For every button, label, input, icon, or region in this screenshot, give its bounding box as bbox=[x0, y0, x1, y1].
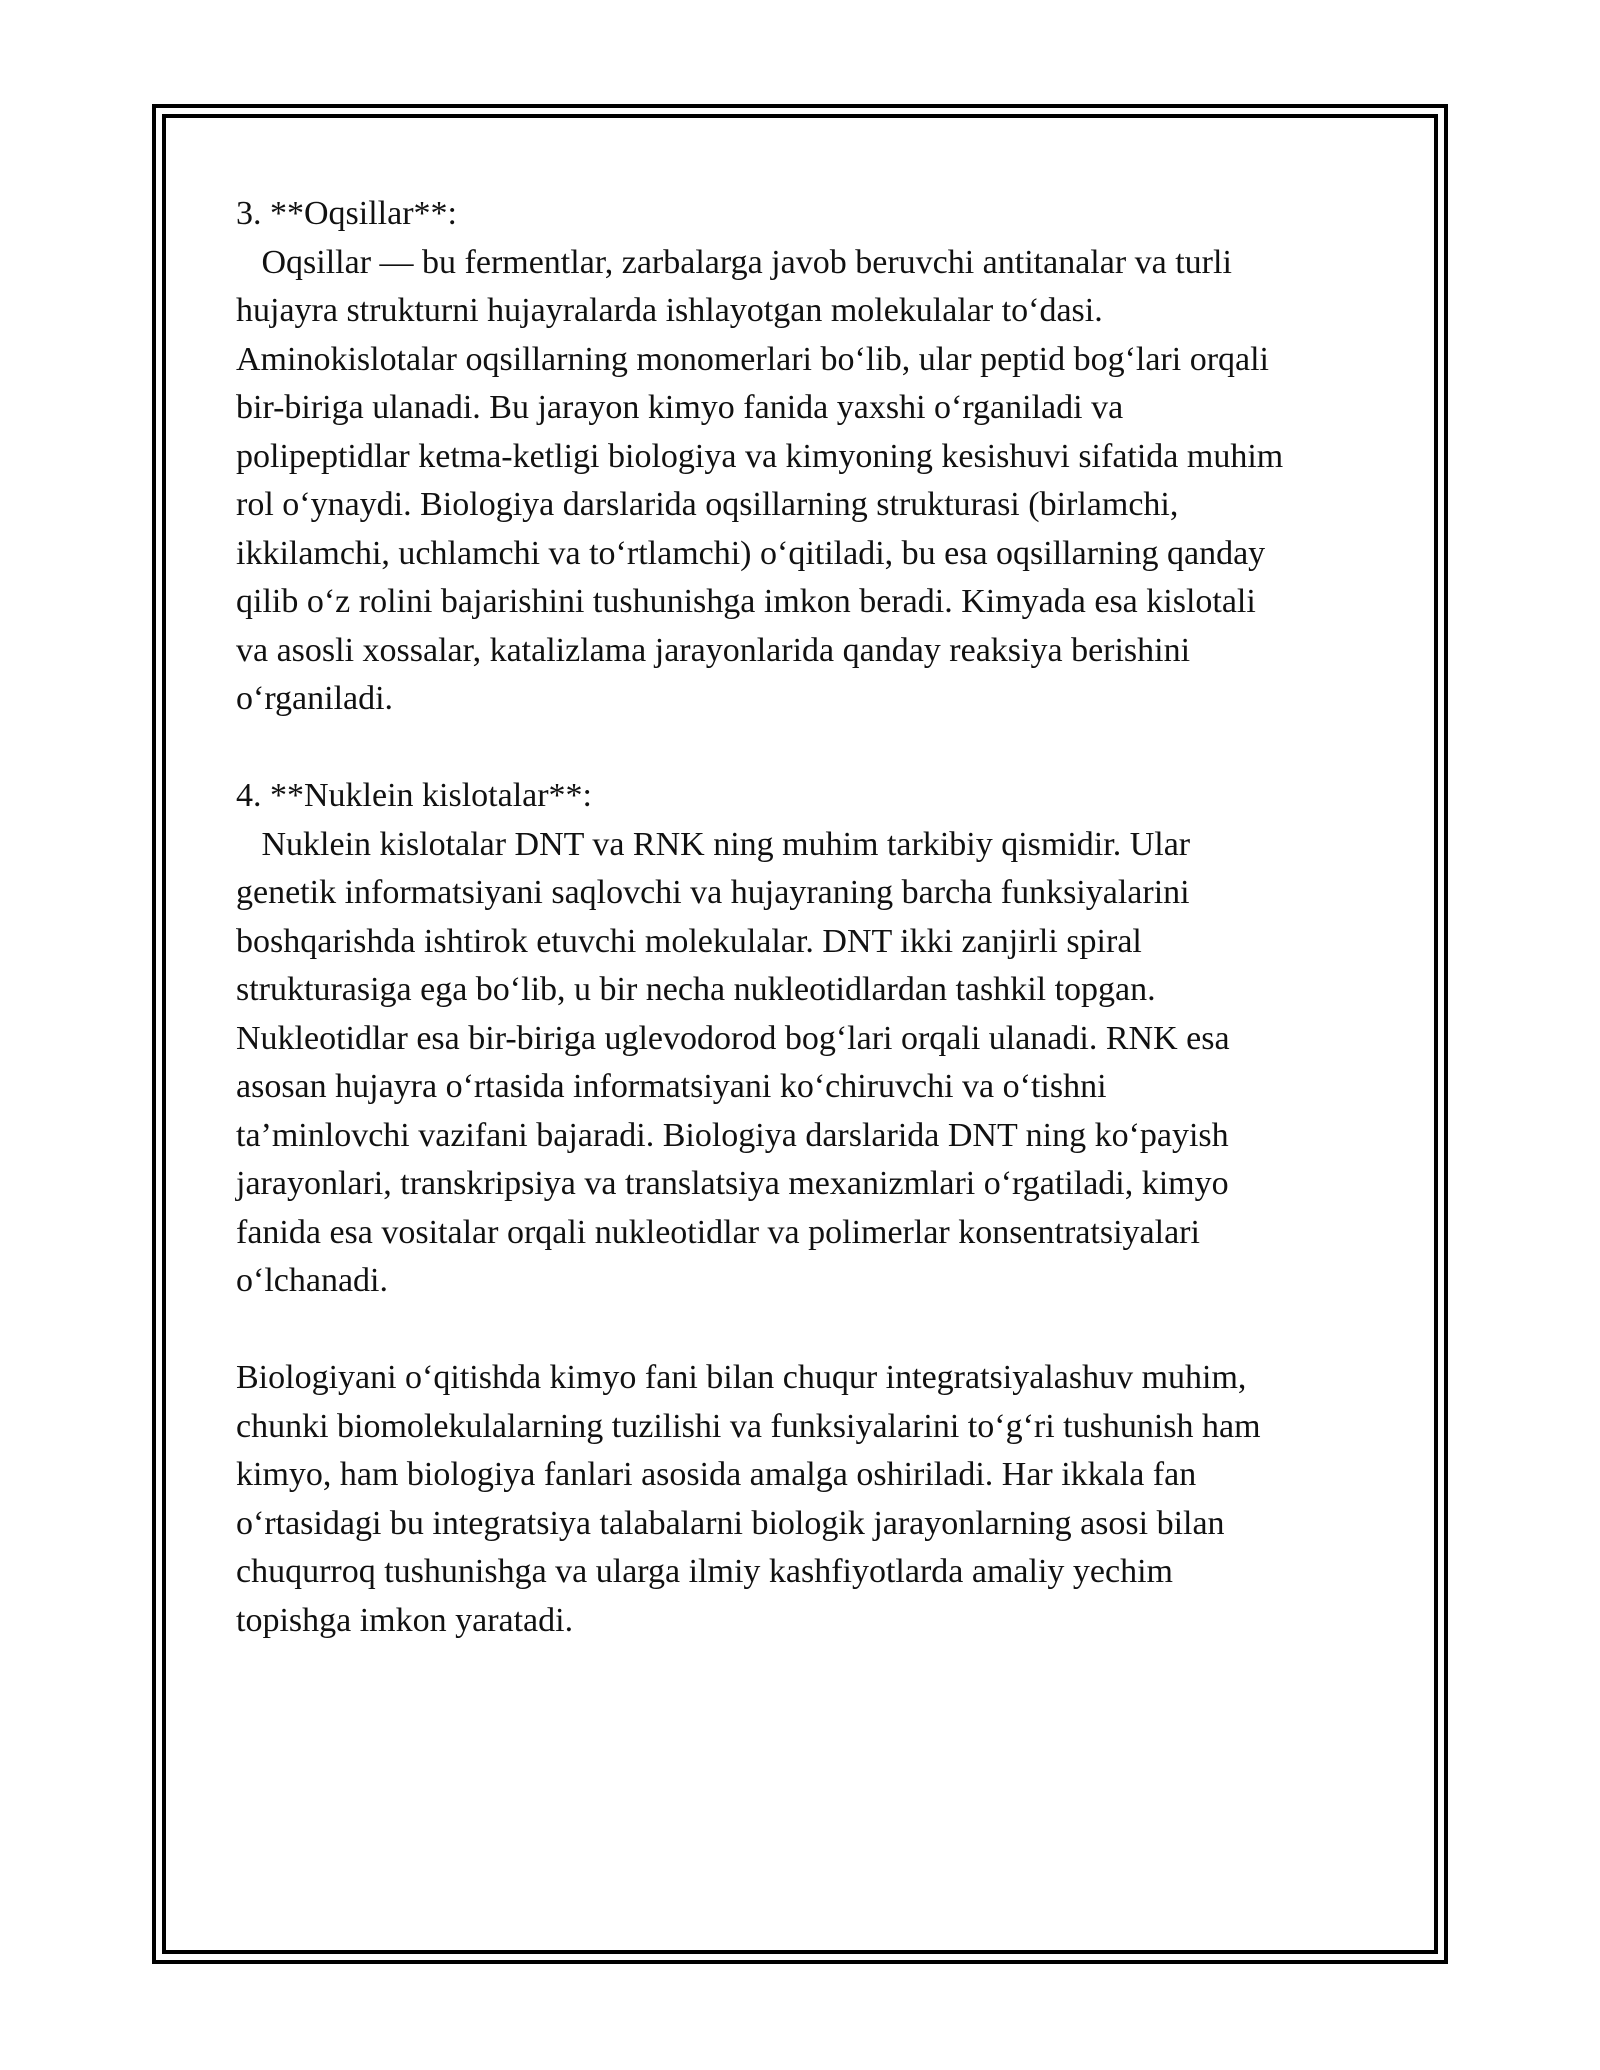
paragraph-line: genetik informatsiyani saqlovchi va hujayraning barcha funksiyalarini bbox=[236, 874, 1190, 911]
paragraph-line: chunki biomolekulalarning tuzilishi va funksiyalarini to‘g‘ri tushunish ham bbox=[236, 1407, 1261, 1445]
paragraph-line: bir-biriga ulanadi. Bu jarayon kimyo fanida yaxshi o‘rganiladi va bbox=[236, 389, 1124, 426]
paragraph-gap bbox=[236, 724, 1386, 773]
section-heading: 4. **Nuklein kislotalar**: bbox=[236, 777, 593, 814]
paragraph-line: Biologiyani o‘qitishda kimyo fani bilan chuqur integratsiyalashuv muhim, bbox=[236, 1359, 1247, 1396]
paragraph-line: kimyo, ham biologiya fanlari asosida amalga oshiriladi. Har ikkala fan bbox=[236, 1456, 1197, 1493]
document-body bbox=[236, 190, 1386, 1645]
section-nucleic-acids bbox=[236, 772, 1386, 1306]
paragraph-line: boshqarishda ishtirok etuvchi molekulalar. DNT ikki zanjirli spiral bbox=[236, 922, 1142, 960]
section-proteins bbox=[236, 190, 1386, 724]
paragraph-gap bbox=[236, 1306, 1386, 1355]
paragraph-line: asosan hujayra o‘rtasida informatsiyani ko‘chiruvchi va o‘tishni bbox=[236, 1068, 1107, 1105]
paragraph-line: hujayra strukturni hujayralarda ishlayotgan molekulalar to‘dasi. bbox=[236, 292, 1103, 329]
conclusion-paragraph bbox=[236, 1354, 1386, 1645]
paragraph-line: fanida esa vositalar orqali nukleotidlar va polimerlar konsentratsiyalari bbox=[236, 1213, 1200, 1251]
paragraph-line: ta’minlovchi vazifani bajaradi. Biologiya darslarida DNT ning ko‘payish bbox=[236, 1116, 1229, 1154]
paragraph-line: va asosli xossalar, katalizlama jarayonlarida qanday reaksiya berishini bbox=[236, 631, 1191, 669]
paragraph-line: Nukleotidlar esa bir-biriga uglevodorod bog‘lari orqali ulanadi. RNK esa bbox=[236, 1019, 1230, 1057]
paragraph-line: jarayonlari, transkripsiya va translatsiya mexanizmlari o‘rgatiladi, kimyo bbox=[236, 1165, 1229, 1202]
paragraph-line: chuqurroq tushunishga va ularga ilmiy kashfiyotlarda amaliy yechim bbox=[236, 1553, 1173, 1590]
paragraph-line: o‘rganiladi. bbox=[236, 680, 394, 717]
section-heading: 3. **Oqsillar**: bbox=[236, 195, 457, 232]
paragraph-line: Oqsillar — bu fermentlar, zarbalarga javob beruvchi antitanalar va turli bbox=[236, 243, 1232, 281]
paragraph-line: qilib o‘z rolini bajarishini tushunishga imkon beradi. Kimyada esa kislotali bbox=[236, 583, 1256, 620]
paragraph-line: ikkilamchi, uchlamchi va to‘rtlamchi) o‘qitiladi, bu esa oqsillarning qanday bbox=[236, 534, 1266, 572]
paragraph-line: o‘rtasidagi bu integratsiya talabalarni biologik jarayonlarning asosi bilan bbox=[236, 1504, 1225, 1542]
paragraph-line: o‘lchanadi. bbox=[236, 1262, 388, 1299]
paragraph-line: polipeptidlar ketma-ketligi biologiya va kimyoning kesishuvi sifatida muhim bbox=[236, 437, 1284, 475]
paragraph-line: rol o‘ynaydi. Biologiya darslarida oqsillarning strukturasi (birlamchi, bbox=[236, 486, 1179, 523]
paragraph-line: Aminokislotalar oqsillarning monomerlari bo‘lib, ular peptid bog‘lari orqali bbox=[236, 340, 1269, 378]
paragraph-line: topishga imkon yaratadi. bbox=[236, 1601, 574, 1639]
paragraph-line: strukturasiga ega bo‘lib, u bir necha nukleotidlardan tashkil topgan. bbox=[236, 971, 1156, 1008]
paragraph-line: Nuklein kislotalar DNT va RNK ning muhim tarkibiy qismidir. Ular bbox=[236, 825, 1191, 863]
